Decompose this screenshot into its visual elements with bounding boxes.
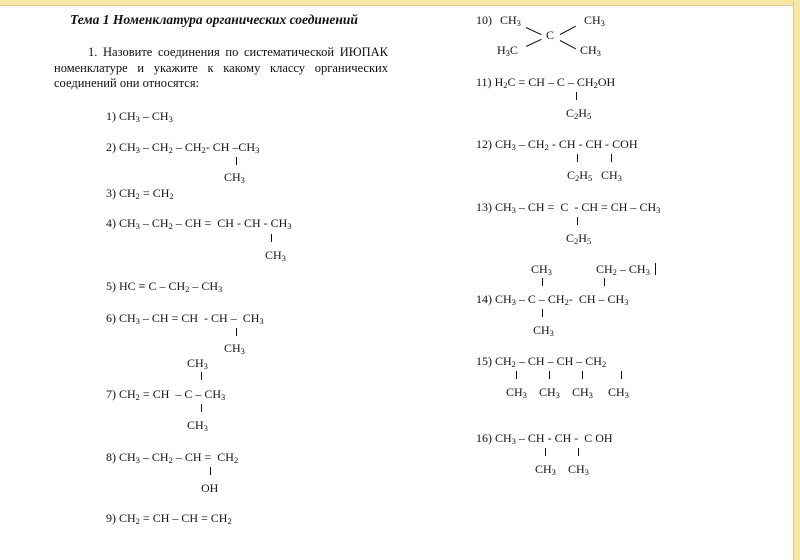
- bond-line: [236, 328, 237, 336]
- compound-number: 8): [106, 450, 119, 464]
- bond-line: [655, 263, 656, 275]
- compound-number: 14): [476, 292, 495, 306]
- bond-line: [560, 40, 576, 49]
- formula-branch-2: $CH_3$: [601, 168, 622, 183]
- compound-number: 1): [106, 109, 119, 123]
- formula-main: 14) $CH_3$ – C – $CH_2-$ CH – $CH_3$: [476, 292, 629, 307]
- bond-line: [577, 154, 578, 162]
- compound-number: 2): [106, 140, 119, 154]
- formula-branch: $CH_3$: [568, 462, 589, 477]
- formula-branch: $CH_3$: [506, 385, 527, 400]
- bond-line: [516, 371, 517, 379]
- formula-branch: $CH_3$: [187, 418, 208, 433]
- formula-bottom-right: $CH_3$: [580, 43, 601, 58]
- formula-top-left: $CH_3$: [500, 13, 521, 28]
- formula-main: 2) $CH_3 - CH_2 - CH_2-$ CH $-CH_3$: [106, 140, 260, 155]
- compound-number: 3): [106, 186, 119, 200]
- bond-line: [576, 92, 577, 100]
- formula-branch: OH: [201, 481, 219, 495]
- compound-number: 7): [106, 387, 119, 401]
- formula-branch-up-2: $CH_2 - CH_3$: [596, 262, 650, 277]
- formula-main: 9) $CH_2$ = CH – CH = $CH_2$: [106, 511, 232, 526]
- task-text: [54, 45, 388, 92]
- formula-branch: $C_2H_5$: [566, 106, 592, 121]
- formula-branch: $CH_3$: [224, 170, 245, 185]
- bond-line: [526, 27, 542, 35]
- bond-line: [210, 467, 211, 475]
- top-border: [0, 0, 800, 6]
- formula-center: C: [546, 28, 555, 42]
- formula-main: 16) $CH_3$ – CH - CH - C OH: [476, 431, 613, 446]
- formula-main: 12) $CH_3 - CH_2$ - CH - CH - COH: [476, 137, 638, 152]
- formula-branch: $C_2H_5$: [567, 168, 593, 183]
- right-border: [793, 0, 800, 560]
- formula-branch: $CH_3$: [608, 385, 629, 400]
- formula-branch: $CH_3$: [224, 341, 245, 356]
- formula-main: 8) $CH_3 - CH_2$ – CH = $CH_2$: [106, 450, 239, 465]
- formula-main: 4) $CH_3 - CH_2$ – CH = CH - CH - $CH_3$: [106, 216, 292, 231]
- formula-main: 5) HC ≡ C – $CH_2 - CH_3$: [106, 279, 223, 294]
- bond-line: [545, 448, 546, 456]
- task-paragraph: 1. Назовите соединения по систематической ИЮПАК номенклатуре и укажите к какому классу органических соединений они относятся:: [54, 45, 388, 90]
- formula-bottom-left: $H_3C$: [497, 43, 518, 58]
- bond-line: [201, 404, 202, 412]
- formula-main: 6) $CH_3$ – CH = CH - CH – $CH_3$: [106, 311, 264, 326]
- formula-branch: $CH_3$: [535, 462, 556, 477]
- formula-main: 13) $CH_3$ – CH = C - CH = CH – $CH_3$: [476, 200, 661, 215]
- formula-branch: $C_2H_5$: [566, 231, 592, 246]
- bond-line: [560, 26, 576, 35]
- formula-main: 3) $CH_2 = CH_2$: [106, 186, 174, 201]
- bond-line: [611, 154, 612, 162]
- formula-branch: $CH_3$: [265, 248, 286, 263]
- formula-branch: $CH_3$: [539, 385, 560, 400]
- compound-number: 12): [476, 137, 495, 151]
- compound-number: 16): [476, 431, 495, 445]
- bond-line: [542, 309, 543, 317]
- bond-line: [577, 217, 578, 225]
- compound-number: 11): [476, 75, 495, 89]
- formula-main: 7) $CH_2$ = CH – C – $CH_3$: [106, 387, 226, 402]
- compound-number: 6): [106, 311, 119, 325]
- compound-number: 13): [476, 200, 495, 214]
- formula-main: 15) $CH_2$ – CH – CH – $CH_2$: [476, 354, 607, 369]
- bond-line: [549, 371, 550, 379]
- compound-number: 10): [476, 13, 492, 27]
- formula-top-right: $CH_3$: [584, 13, 605, 28]
- bond-line: [578, 448, 579, 456]
- bond-line: [542, 278, 543, 286]
- bond-line: [201, 372, 202, 380]
- bond-line: [621, 371, 622, 379]
- formula-branch: $CH_3$: [533, 323, 554, 338]
- bond-line: [271, 234, 272, 242]
- compound-number: 4): [106, 216, 119, 230]
- formula-main: 11) $H_2C$ = CH – C – $CH_2OH$: [476, 75, 616, 90]
- bond-line: [604, 278, 605, 286]
- bond-line: [236, 157, 237, 165]
- formula-branch-up: $CH_3$: [531, 262, 552, 277]
- compound-number: 15): [476, 354, 495, 368]
- formula-main: 1) $CH_3 - CH_3$: [106, 109, 173, 124]
- bond-line: [582, 371, 583, 379]
- compound-number: 5): [106, 279, 119, 293]
- formula-branch-up: $CH_3$: [187, 356, 208, 371]
- bond-line: [526, 39, 542, 47]
- compound-number: 9): [106, 511, 119, 525]
- formula-branch: $CH_3$: [572, 385, 593, 400]
- page-title: Тема 1 Номенклатура органических соединений: [70, 12, 358, 27]
